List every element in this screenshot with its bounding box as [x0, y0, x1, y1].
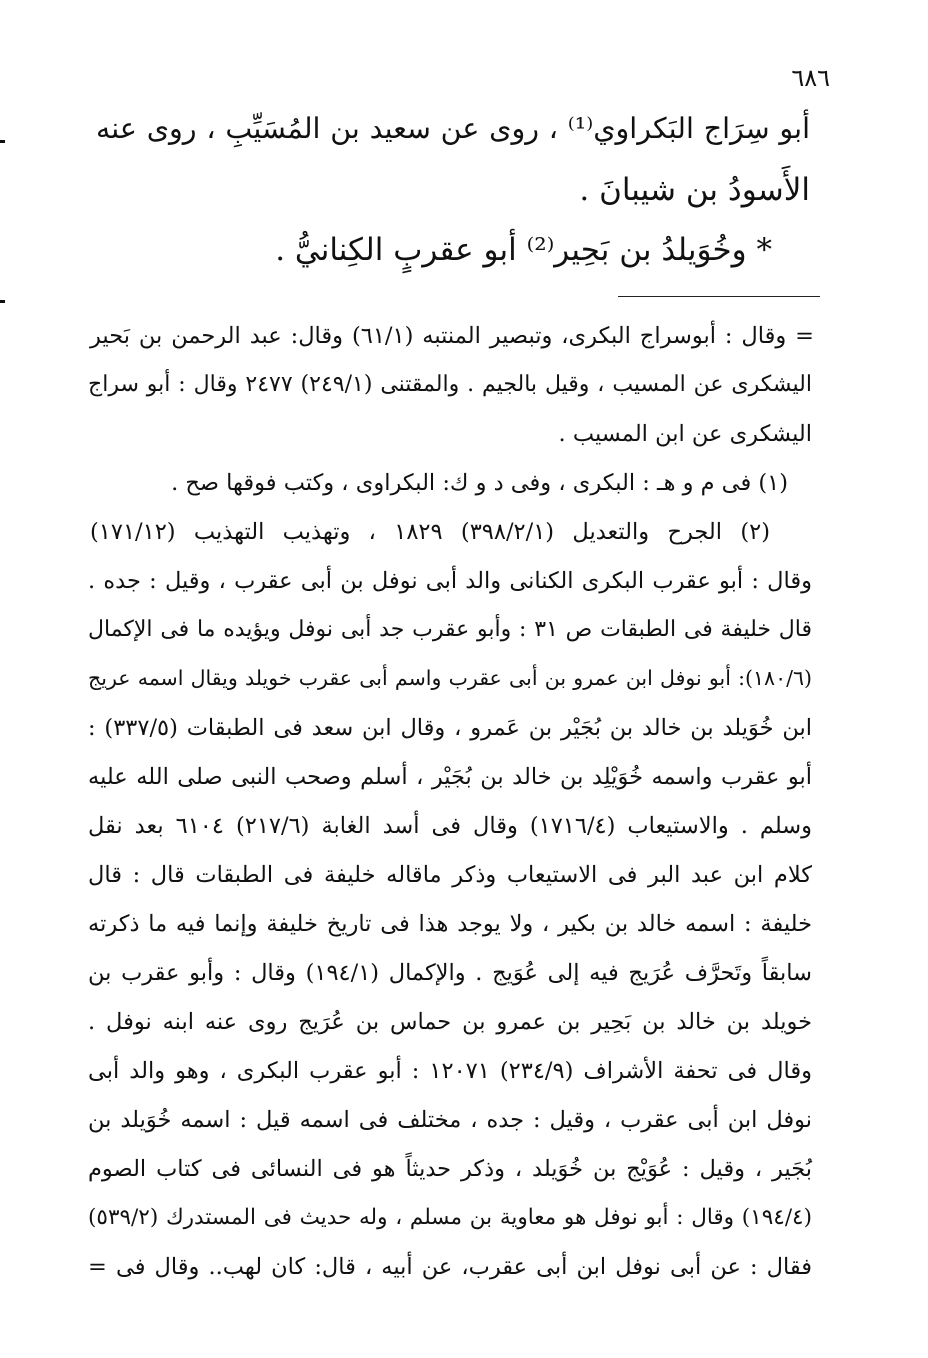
footnote-line-5: (٢) الجرح والتعديل (٣٩٨/٢/١) ١٨٢٩ ، وتهذيب التهذيب (١٧١/١٢) — [90, 519, 771, 545]
footnote-line-2: اليشكرى عن المسيب ، وقيل بالجيم . والمقتنى (٢٤٩/١) ٢٤٧٧ وقال : أبو سراج — [88, 372, 813, 397]
scan-edge-mark — [0, 140, 5, 143]
footnote-line-18: بُجَير ، وقيل : عُوَيْج بن خُوَيلد ، وذكر حديثاً هو فى النسائى فى كتاب الصوم — [88, 1156, 812, 1182]
footnote-line-7: قال خليفة فى الطبقات ص ٣١ : وأبو عقرب جد أبى نوفل ويؤيده ما فى الإكمال — [88, 617, 812, 642]
footnote-line-14: سابقاً وتَحرَّف عُرَيج فيه إلى عُوَيج . والإكمال (١٩٤/١) وقال : وأبو عقرب بن — [88, 960, 812, 986]
main-text-line-3: * وخُوَيلدُ بن بَحِير⁽²⁾ أبو عقربٍ الكِنانيُّ . — [275, 232, 772, 268]
footnote-line-16: وقال فى تحفة الأشراف (٢٣٤/٩) ١٢٠٧١ : أبو عقرب البكرى ، وهو والد أبى — [88, 1058, 812, 1084]
footnote-line-3: اليشكرى عن ابن المسيب . — [558, 421, 812, 447]
footnote-line-10: أبو عقرب واسمه خُوَيْلِد بن خالد بن بُجَيْر ، أسلم وصحب النبى صلى الله عليه — [88, 764, 812, 790]
footnote-line-20: فقال : عن أبى نوفل ابن أبى عقرب، عن أبيه ، قال: كان لهب.. وقال فى = — [88, 1254, 812, 1280]
footnote-line-11: وسلم . والاستيعاب (١٧١٦/٤) وقال فى أسد الغابة (٢١٧/٦) ٦١٠٤ بعد نقل — [88, 813, 812, 839]
footnote-line-6: وقال : أبو عقرب البكرى الكنانى والد أبى نوفل بن أبى عقرب ، وقيل : جده . — [88, 568, 812, 594]
footnote-line-19: (١٩٤/٤) وقال : أبو نوفل هو معاوية بن مسلم ، وله حديث فى المستدرك (٥٣٩/٢) — [88, 1205, 812, 1230]
page-number: ٦٨٦ — [791, 64, 830, 92]
scan-edge-mark — [0, 300, 5, 303]
footnote-separator-rule — [618, 296, 820, 297]
footnote-line-4: (١) فى م و هـ : البكرى ، وفى د و ك: البكراوى ، وكتب فوقها صح . — [171, 470, 788, 496]
footnote-line-15: خويلد بن خالد بن بَحِير بن عمرو بن حماس بن عُرَيج روى عنه ابنه نوفل . — [88, 1009, 812, 1035]
footnote-line-1: = وقال : أبوسراج البكرى، وتبصير المنتبه (٦١/١) وقال: عبد الرحمن بن بَحير — [90, 323, 814, 349]
footnote-line-13: خليفة : اسمه خالد بن بكير ، ولا يوجد هذا فى تاريخ خليفة وإنما فيه ما ذكرته — [88, 911, 812, 937]
footnote-line-17: نوفل ابن أبى عقرب ، وقيل : جده ، مختلف فى اسمه قيل : اسمه خُوَيلد بن — [88, 1107, 812, 1133]
main-text-line-2: الأَسودُ بن شيبانَ . — [579, 172, 810, 208]
footnote-line-12: كلام ابن عبد البر فى الاستيعاب وذكر ماقاله خليفة فى الطبقات قال : قال — [88, 862, 812, 888]
footnote-line-8: (١٨٠/٦): أبو نوفل ابن عمرو بن أبى عقرب واسم أبى عقرب خويلد ويقال اسمه عريج — [88, 666, 812, 690]
footnote-line-9: ابن خُوَيلد بن خالد بن بُجَيْر بن عَمرو ، وقال ابن سعد فى الطبقات (٣٣٧/٥) : — [88, 715, 812, 741]
main-text-line-1: أبو سِرَاج البَكراوي⁽¹⁾ ، روى عن سعيد بن المُسَيِّبِ ، روى عنه — [96, 112, 810, 145]
